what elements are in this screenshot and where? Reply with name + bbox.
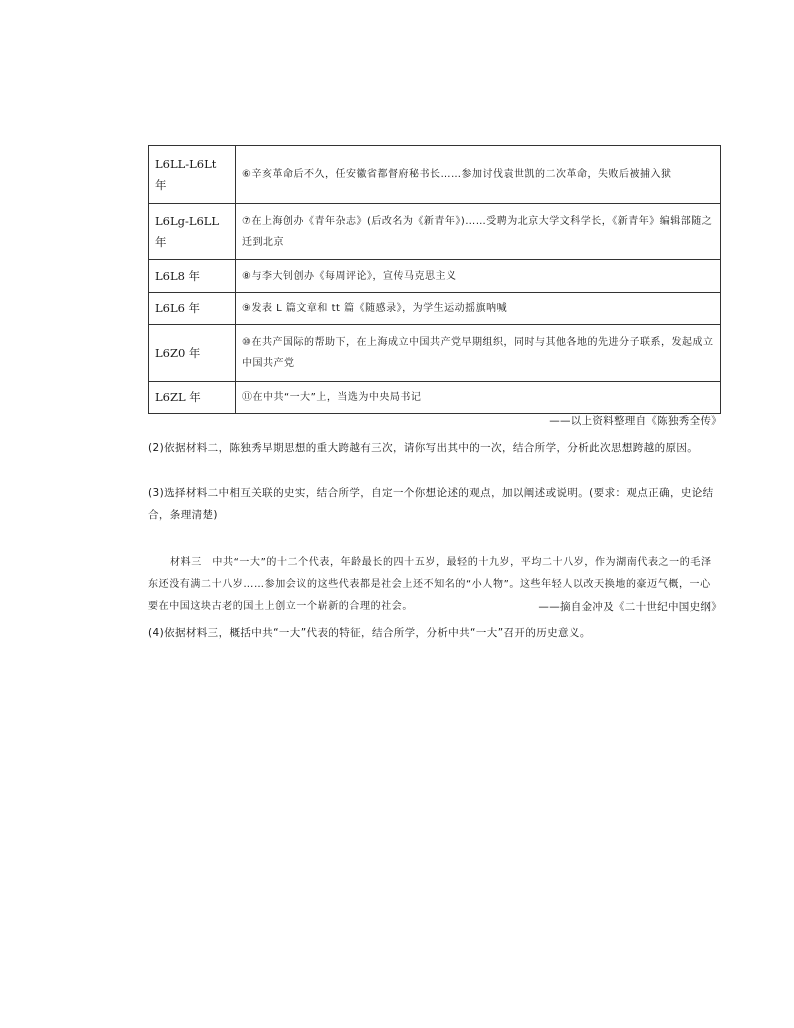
year-cell: L6Lg-L6LL 年 xyxy=(149,204,236,260)
timeline-table xyxy=(148,145,721,414)
year-cell: L6L6 年 xyxy=(149,293,236,325)
question-2: (2)依据材料二，陈独秀早期思想的重大跨越有三次，请你写出其中的一次，结合所学，分析此次思想跨越的原因。 xyxy=(148,442,699,454)
table-row xyxy=(149,260,721,293)
table-source: ——以上资料整理自《陈独秀全传》 xyxy=(549,415,722,427)
event-cell: ⑩在共产国际的帮助下，在上海成立中国共产党早期组织，同时与其他各地的先进分子联系，发起成立中国共产党 xyxy=(236,325,721,382)
table-row xyxy=(149,204,721,260)
material-3-text: 材料三 中共“一大”的十二个代表，年龄最长的四十五岁，最轻的十九岁，平均二十八岁，作为湖南代表之一的毛泽东还没有满二十八岁……参加会议的这些代表都是社会上还不知名的“小人物”。这些年轻人以改天换地的豪迈气概，一心要在中国这块古老的国土上创立一个崭新的合理的社会。 xyxy=(148,557,712,612)
event-cell: ⑨发表 L 篇文章和 tt 篇《随感录》，为学生运动摇旗呐喊 xyxy=(236,293,721,325)
event-cell: ⑦在上海创办《青年杂志》(后改名为《新青年》)……受聘为北京大学文科学长，《新青年》编辑部随之迁到北京 xyxy=(236,204,721,260)
table-row xyxy=(149,325,721,382)
event-cell: ⑥辛亥革命后不久，任安徽省都督府秘书长……参加讨伐袁世凯的二次革命，失败后被捕入狱 xyxy=(236,146,721,204)
year-cell: L6L8 年 xyxy=(149,260,236,293)
table-row xyxy=(149,146,721,204)
material-3-source: ——摘自金冲及《二十世纪中国史纲》 xyxy=(538,601,722,613)
event-cell: ⑧与李大钊创办《每周评论》，宣传马克思主义 xyxy=(236,260,721,293)
year-cell: L6ZL 年 xyxy=(149,382,236,414)
event-cell: ⑪在中共“一大”上，当选为中央局书记 xyxy=(236,382,721,414)
question-4: (4)依据材料三，概括中共“一大”代表的特征，结合所学，分析中共“一大”召开的历史意义。 xyxy=(148,627,591,639)
table-row xyxy=(149,382,721,414)
year-cell: L6Z0 年 xyxy=(149,325,236,382)
table-row xyxy=(149,293,721,325)
year-cell: L6LL-L6Lt 年 xyxy=(149,146,236,204)
question-3: (3)选择材料二中相互关联的史实，结合所学，自定一个你想论述的观点，加以阐述或说明。(要求：观点正确，史论结合，条理清楚) xyxy=(148,487,714,521)
